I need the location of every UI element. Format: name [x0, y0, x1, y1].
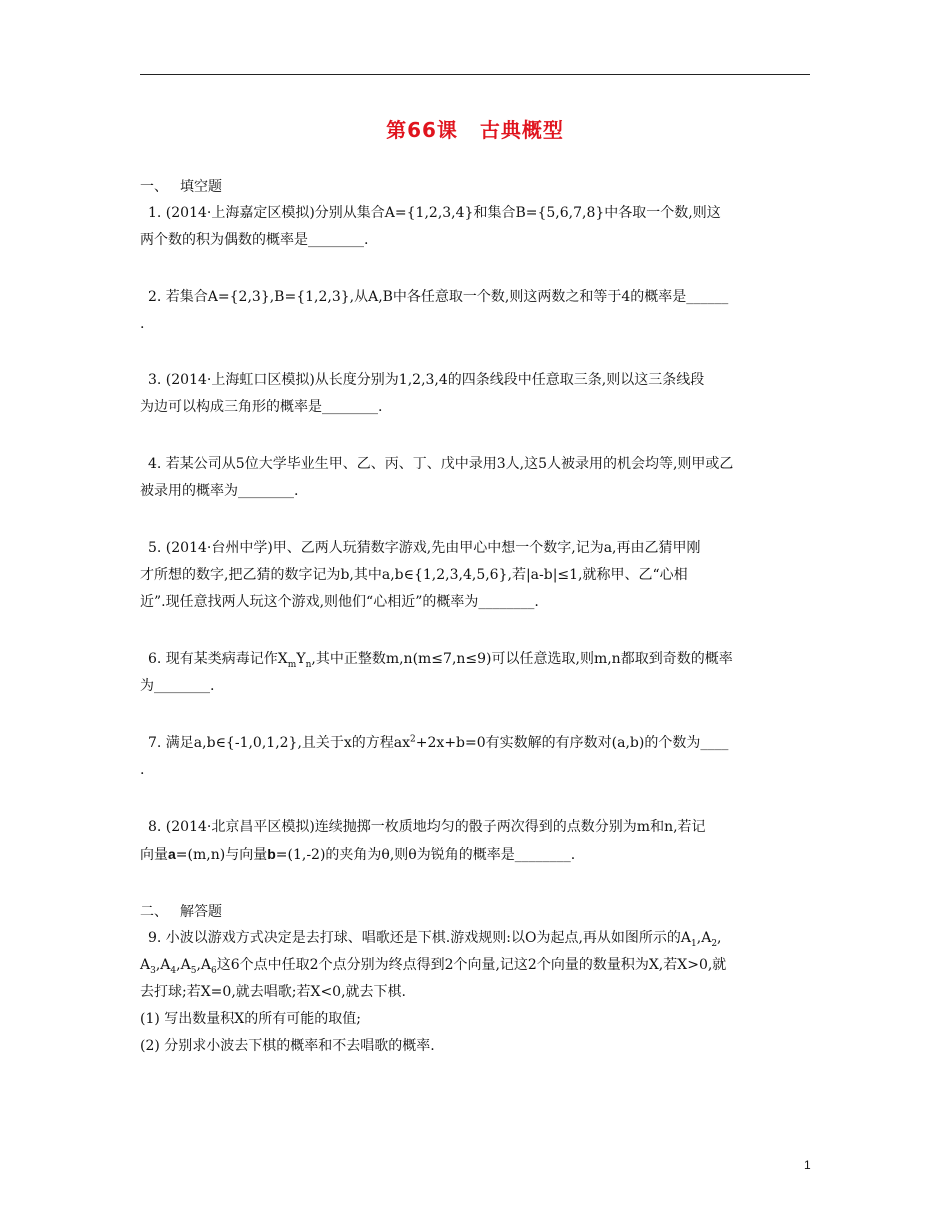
question-7: 7. 满足a,b∈{-1,0,1,2},且关于x的方程$ax^2+2x+b=0$有实数解的有序数对(a,b)的个数为____ .: [140, 734, 729, 778]
question-9-part-2: (2) 分别求小波去下棋的概率和不去唱歌的概率.: [140, 1038, 435, 1054]
vector-b: b: [267, 846, 276, 862]
question-3: 3. (2014·上海虹口区模拟)从长度分别为1,2,3,4的四条线段中任意取三条,则以这三条线段 为边可以构成三角形的概率是________.: [140, 372, 705, 415]
question-6: 6. 现有某类病毒记作$X_mY_n$,其中正整数m,n(m≤7,n≤9)可以任意选取,则m,n都取到奇数的概率 为________.: [140, 651, 733, 694]
vector-a: a: [168, 846, 176, 862]
question-9-part-1: (1) 写出数量积X的所有可能的取值;: [140, 1011, 361, 1027]
section-heading-solve: 二、 解答题: [140, 904, 222, 920]
question-2: 2. 若集合A={2,3},B={1,2,3},从A,B中各任意取一个数,则这两数之和等于4的概率是______ .: [140, 289, 729, 332]
header-rule: [140, 74, 810, 75]
question-8: 8. (2014·北京昌平区模拟)连续抛掷一枚质地均匀的骰子两次得到的点数分别为m和n,若记 向量a=(m,n)与向量b=(1,-2)的夹角为θ,则θ为锐角的概率是________.: [140, 819, 706, 863]
question-9: 9. 小波以游戏方式决定是去打球、唱歌还是下棋.游戏规则:以O为起点,再从如图所示的$A_1,A_2$, $A_3,A_4,A_5,A_6$这6个点中任取2个点分别为终点得到2个向量,记这2个向量的数量积为X,若X>0,就 去打球;若X=0,就去唱歌;若X<0,就去下棋. (1) 写出数量积X的所有可能的取值; (2) 分别求小波去下棋的概率和不去唱歌的概率.: [140, 925, 812, 1060]
page-number: 1: [804, 1158, 811, 1172]
question-5: 5. (2014·台州中学)甲、乙两人玩猜数字游戏,先由甲心中想一个数字,记为a,再由乙猜甲刚 才所想的数字,把乙猜的数字记为b,其中a,b∈{1,2,3,4,5,6},若|a-b|≤1,就称甲、乙“心相 近”.现任意找两人玩这个游戏,则他们“心相近”的概率为________.: [140, 540, 701, 610]
lesson-number: 第66课: [386, 118, 458, 142]
page-title: [0, 114, 950, 143]
question-4: 4. 若某公司从5位大学毕业生甲、乙、丙、丁、戊中录用3人,这5人被录用的机会均等,则甲或乙 被录用的概率为________.: [140, 456, 734, 499]
section-heading-fill-blank: 一、 填空题: [140, 179, 222, 195]
question-1: 1. (2014·上海嘉定区模拟)分别从集合A={1,2,3,4}和集合B={5,6,7,8}中各取一个数,则这 两个数的积为偶数的概率是________.: [140, 205, 721, 248]
lesson-topic: 古典概型: [479, 118, 564, 142]
